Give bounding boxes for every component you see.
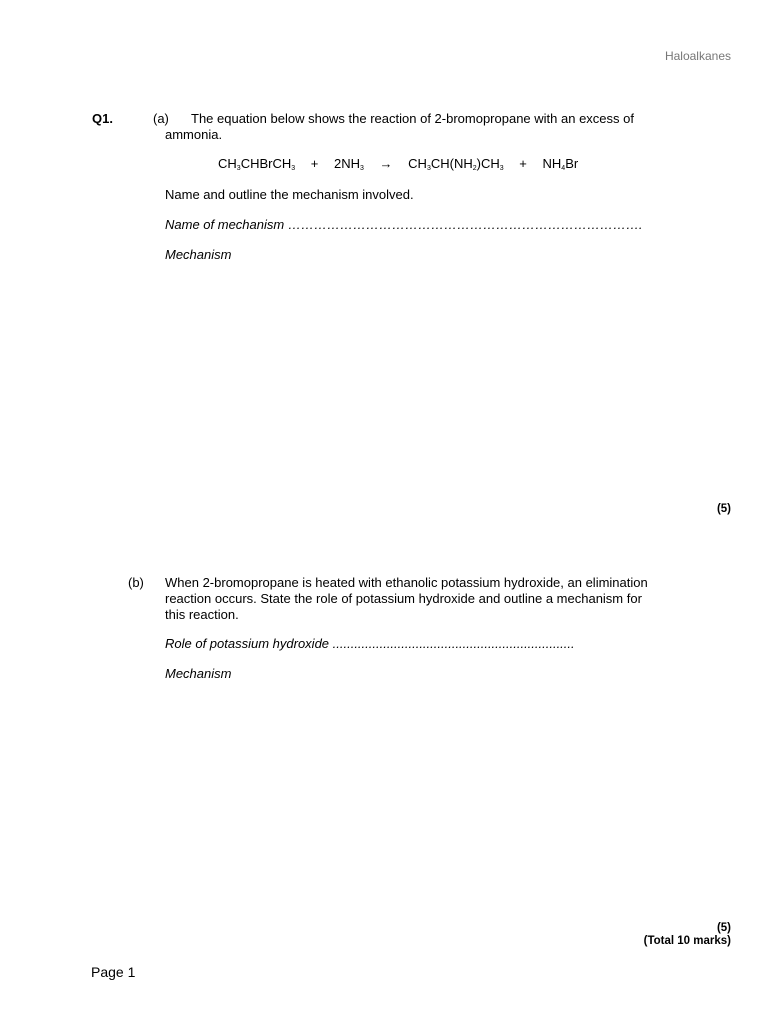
part-b-label: (b) (128, 575, 144, 590)
part-a-intro-line2: ammonia. (165, 127, 223, 142)
part-a-instruction: Name and outline the mechanism involved. (165, 187, 414, 202)
equation-reactant-2-bromopropane: CH3CHBrCH3 (218, 156, 296, 172)
part-b-marks: (5) (716, 922, 731, 934)
part-a-intro-line1: The equation below shows the reaction of 2-bromopropane with an excess of (191, 111, 634, 126)
part-b-line3: this reaction. (165, 607, 239, 622)
equation-plus-sign: + (310, 156, 319, 171)
equation-product-amine: CH3CH(NH2)CH3 (408, 156, 504, 172)
part-b-mechanism-label: Mechanism (165, 666, 232, 681)
total-marks: (Total 10 marks) (643, 935, 731, 947)
equation-product-ammonium-bromide: NH4Br (542, 156, 579, 172)
part-b-line1: When 2-bromopropane is heated with ethanolic potassium hydroxide, an elimination (165, 575, 648, 590)
chemical-equation (218, 156, 578, 177)
part-a-name-of-mechanism-prompt: Name of mechanism ………………………………………………………………………. (165, 217, 643, 232)
part-b-line2: reaction occurs. State the role of potassium hydroxide and outline a mechanism for (165, 591, 642, 606)
document-header-title: Haloalkanes (664, 49, 731, 63)
page-number: Page 1 (91, 964, 136, 980)
equation-plus-sign: + (519, 156, 527, 171)
part-a-label: (a) (153, 111, 169, 126)
part-b-role-prompt: Role of potassium hydroxide ................................................................... (165, 636, 575, 651)
part-a-marks: (5) (716, 503, 731, 515)
equation-arrow: → (379, 156, 393, 171)
equation-reactant-ammonia: 2NH3 (334, 156, 364, 172)
question-number: Q1. (92, 111, 113, 126)
part-a-mechanism-label: Mechanism (165, 247, 232, 262)
